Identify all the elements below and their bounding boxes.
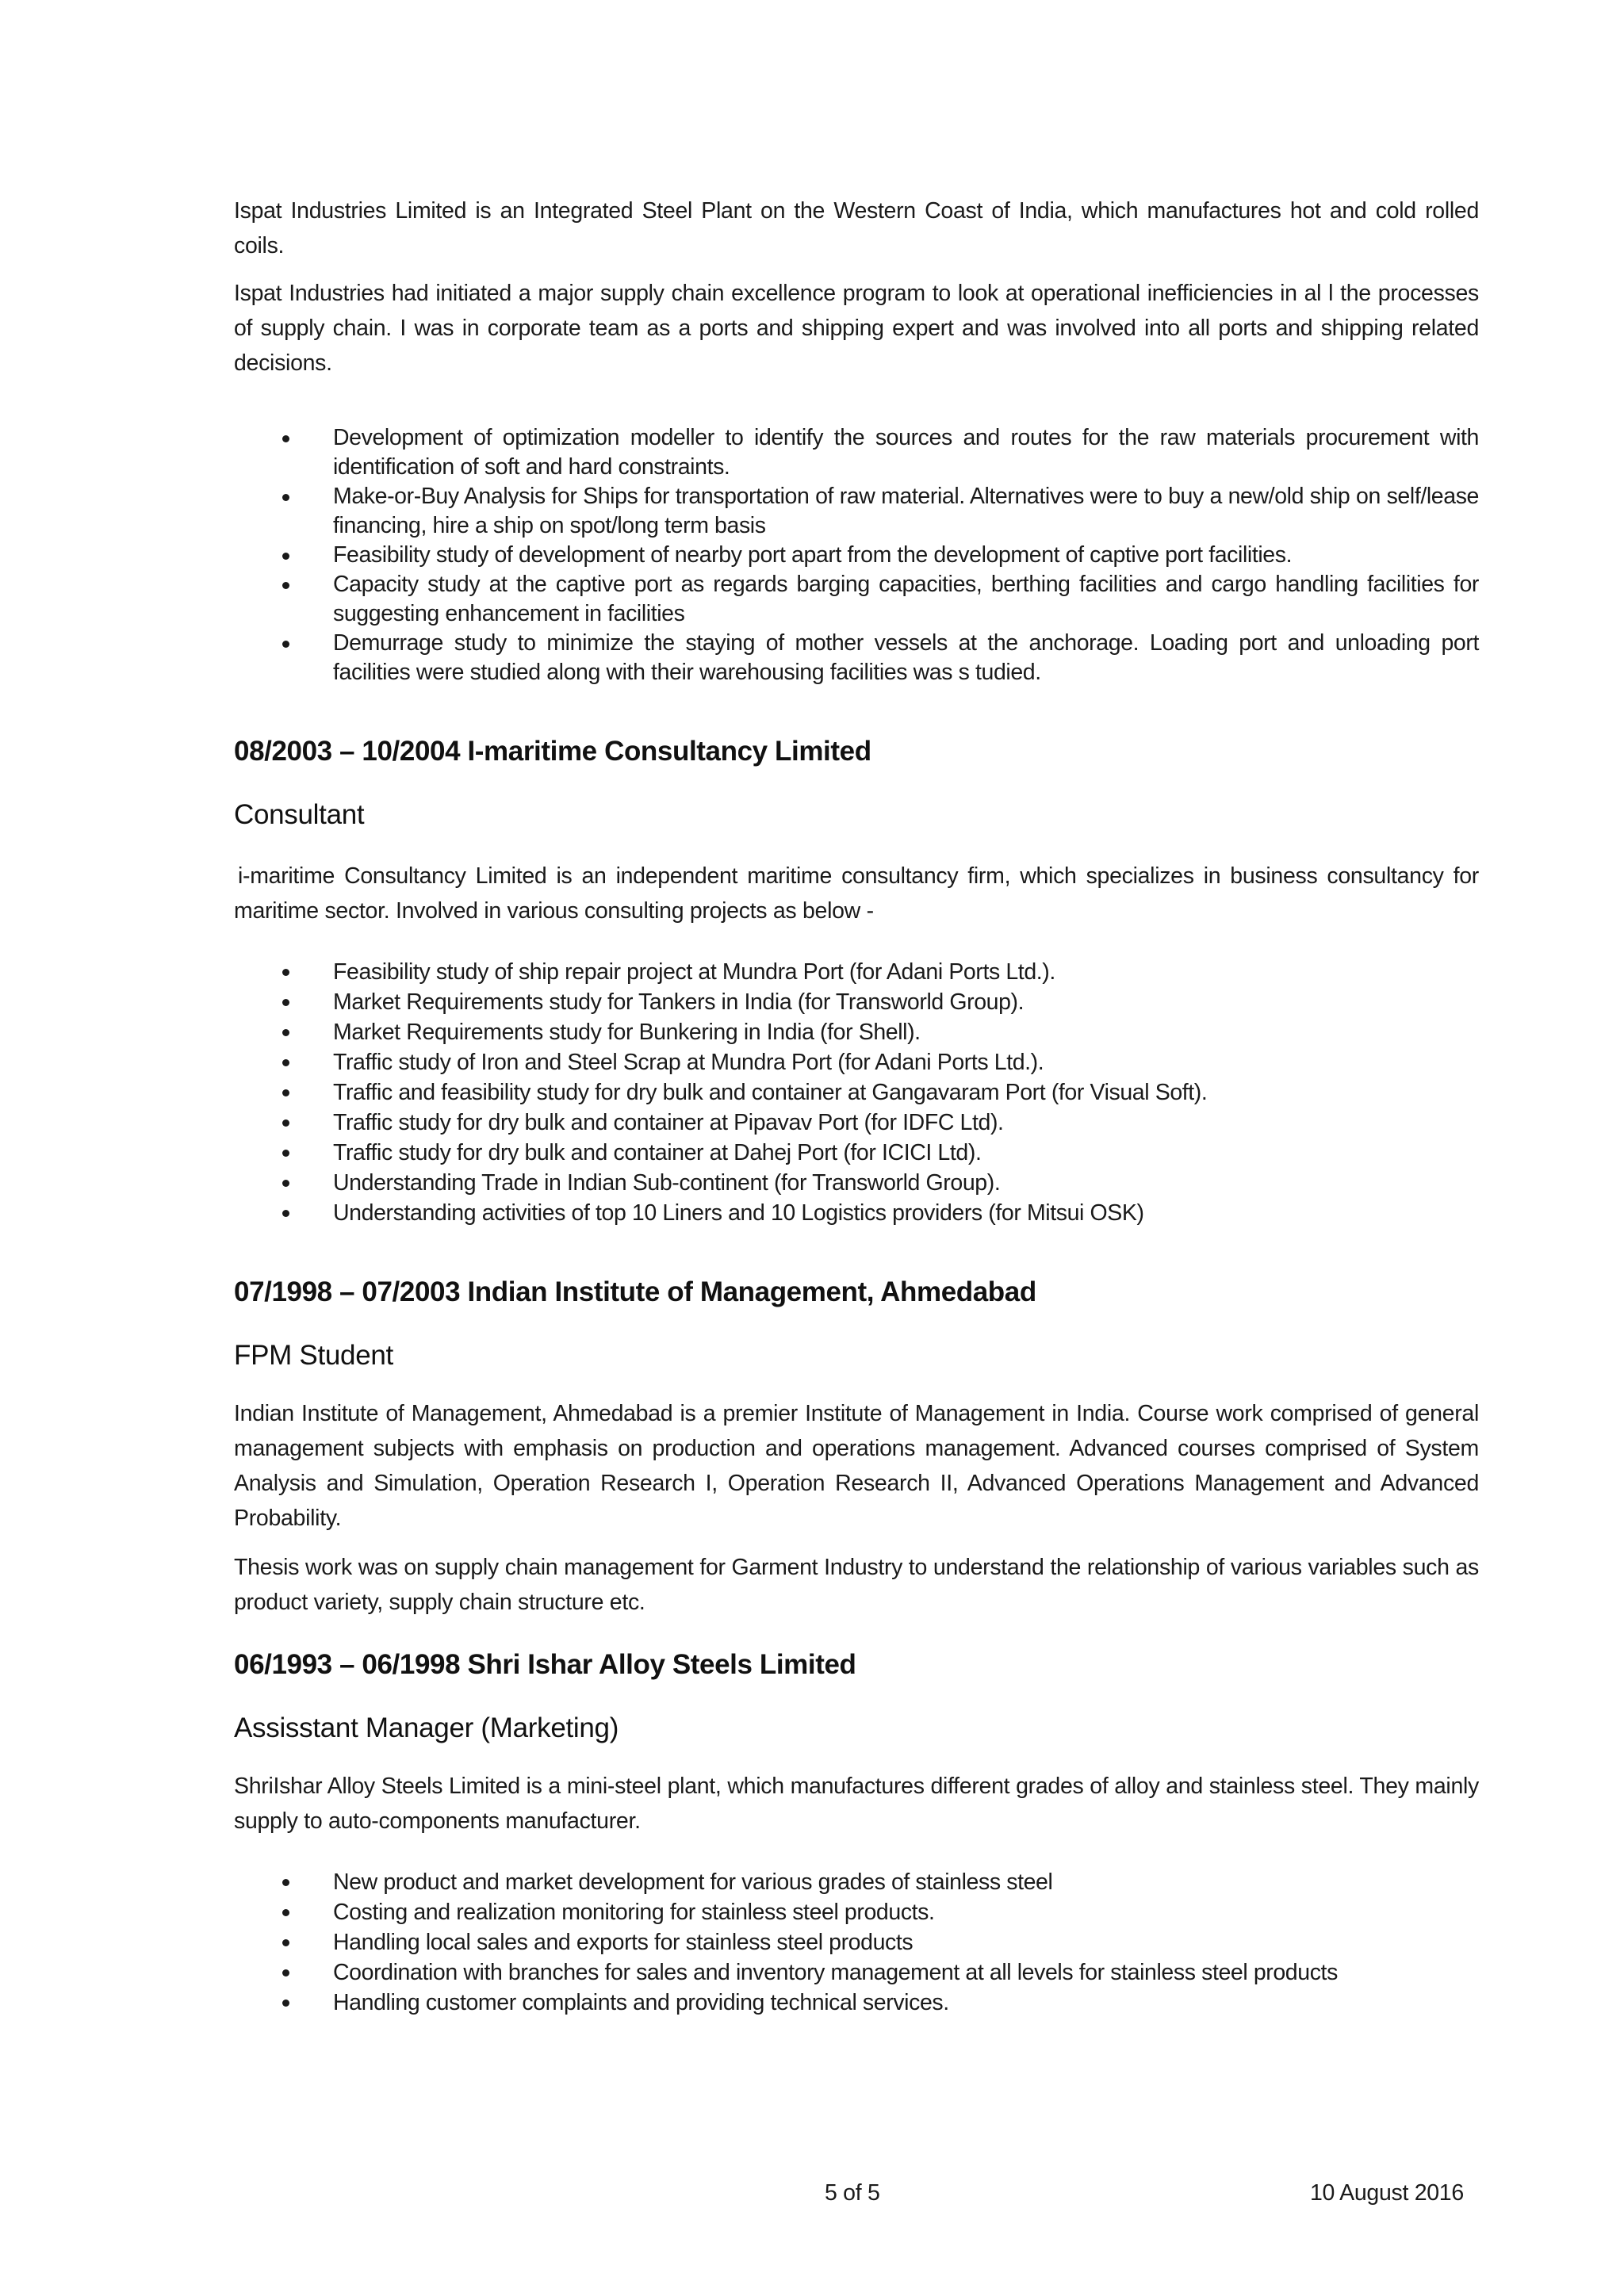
list-item: Demurrage study to minimize the staying of mother vessels at the anchorage. Loading port and unloading port facilities were studied along with their warehousing facilities was s tudied. [234,629,1479,687]
list-item: Coordination with branches for sales and inventory management at all levels for stainless steel products [234,1957,1479,1988]
bullet-icon [282,1210,289,1217]
iim-heading: 07/1998 – 07/2003 Indian Institute of Management, Ahmedabad [234,1276,1036,1307]
list-item: Development of optimization modeller to identify the sources and routes for the raw materials procurement with identification of soft and hard constraints. [234,423,1479,482]
list-item: Understanding activities of top 10 Liners and 10 Logistics providers (for Mitsui OSK) [234,1198,1479,1228]
ispat-program-paragraph: Ispat Industries had initiated a major supply chain excellence program to look at operational inefficiencies in al l the processes of supply chain. I was in corporate team as a ports and shipping expert and was involved into all ports and shipping related decisions. [234,281,1479,376]
document-page [234,193,1479,2018]
bullet-icon [282,969,289,976]
list-item: Feasibility study of development of nearby port apart from the development of captive port facilities. [234,541,1479,570]
list-item: Capacity study at the captive port as regards barging capacities, berthing facilities and cargo handling facilities for suggesting enhancement in facilities [234,570,1479,629]
list-item: Market Requirements study for Bunkering in India (for Shell). [234,1017,1479,1047]
bullet-icon [282,999,289,1006]
bullet-icon [282,435,289,442]
imaritime-role: Consultant [234,799,365,830]
bullet-icon [282,1909,289,1916]
list-item: Costing and realization monitoring for stainless steel products. [234,1897,1479,1927]
iim-thesis-paragraph: Thesis work was on supply chain management for Garment Industry to understand the relationship of various variables such as product variety, supply chain structure etc. [234,1555,1479,1615]
bullet-icon [282,1999,289,2007]
list-item: Handling customer complaints and providing technical services. [234,1988,1479,2018]
bullet-icon [282,582,289,589]
imaritime-bullet-list [234,957,1479,1228]
iim-role: FPM Student [234,1340,393,1371]
bullet-icon [282,1119,289,1127]
imaritime-paragraph: i-maritime Consultancy Limited is an independent maritime consultancy firm, which specializes in business consultancy for maritime sector. Involved in various consulting projects as below - [234,863,1479,924]
list-item: Market Requirements study for Tankers in India (for Transworld Group). [234,987,1479,1017]
ispat-intro-paragraph: Ispat Industries Limited is an Integrated Steel Plant on the Western Coast of India, which manufactures hot and cold rolled coils. [234,198,1479,258]
list-item: Understanding Trade in Indian Sub-continent (for Transworld Group). [234,1168,1479,1198]
bullet-icon [282,641,289,648]
bullet-icon [282,1150,289,1157]
section-ispat [234,193,1479,687]
list-item: Traffic study of Iron and Steel Scrap at Mundra Port (for Adani Ports Ltd.). [234,1047,1479,1077]
list-item: Traffic and feasibility study for dry bulk and container at Gangavaram Port (for Visual Soft). [234,1077,1479,1108]
bullet-icon [282,1969,289,1976]
section-shri-ishar [234,1647,1479,2018]
bullet-icon [282,553,289,560]
list-item: Traffic study for dry bulk and container at Dahej Port (for ICICI Ltd). [234,1138,1479,1168]
shri-paragraph: ShriIshar Alloy Steels Limited is a mini-steel plant, which manufactures different grades of alloy and stainless steel. They mainly supply to auto-components manufacturer. [234,1774,1479,1834]
iim-paragraph: Indian Institute of Management, Ahmedabad is a premier Institute of Management in India. Course work comprised of general management subjects with emphasis on production and operations management. Advanced courses comprised of System Analysis and Simulation, Operation Research I, Operation Research II, Advanced Operations Management and Advanced Probability. [234,1401,1479,1531]
shri-heading: 06/1993 – 06/1998 Shri Ishar Alloy Steels Limited [234,1649,856,1680]
list-item: Make-or-Buy Analysis for Ships for transportation of raw material. Alternatives were to buy a new/old ship on self/lease financing, hire a ship on spot/long term basis [234,482,1479,541]
bullet-icon [282,1059,289,1066]
list-item: New product and market development for various grades of stainless steel [234,1867,1479,1897]
shri-bullet-list [234,1867,1479,2018]
bullet-icon [282,1029,289,1036]
list-item: Handling local sales and exports for stainless steel products [234,1927,1479,1957]
list-item: Feasibility study of ship repair project at Mundra Port (for Adani Ports Ltd.). [234,957,1479,987]
page-number: 5 of 5 [825,2180,880,2206]
section-iim [234,1274,1479,1620]
bullet-icon [282,1879,289,1886]
imaritime-heading: 08/2003 – 10/2004 I-maritime Consultancy Limited [234,736,871,767]
ispat-bullet-list [234,423,1479,687]
bullet-icon [282,1089,289,1096]
bullet-icon [282,1180,289,1187]
section-imaritime [234,733,1479,1228]
bullet-icon [282,494,289,501]
bullet-icon [282,1939,289,1946]
shri-role: Assisstant Manager (Marketing) [234,1712,619,1743]
list-item: Traffic study for dry bulk and container at Pipavav Port (for IDFC Ltd). [234,1108,1479,1138]
footer-date: 10 August 2016 [1310,2180,1464,2206]
